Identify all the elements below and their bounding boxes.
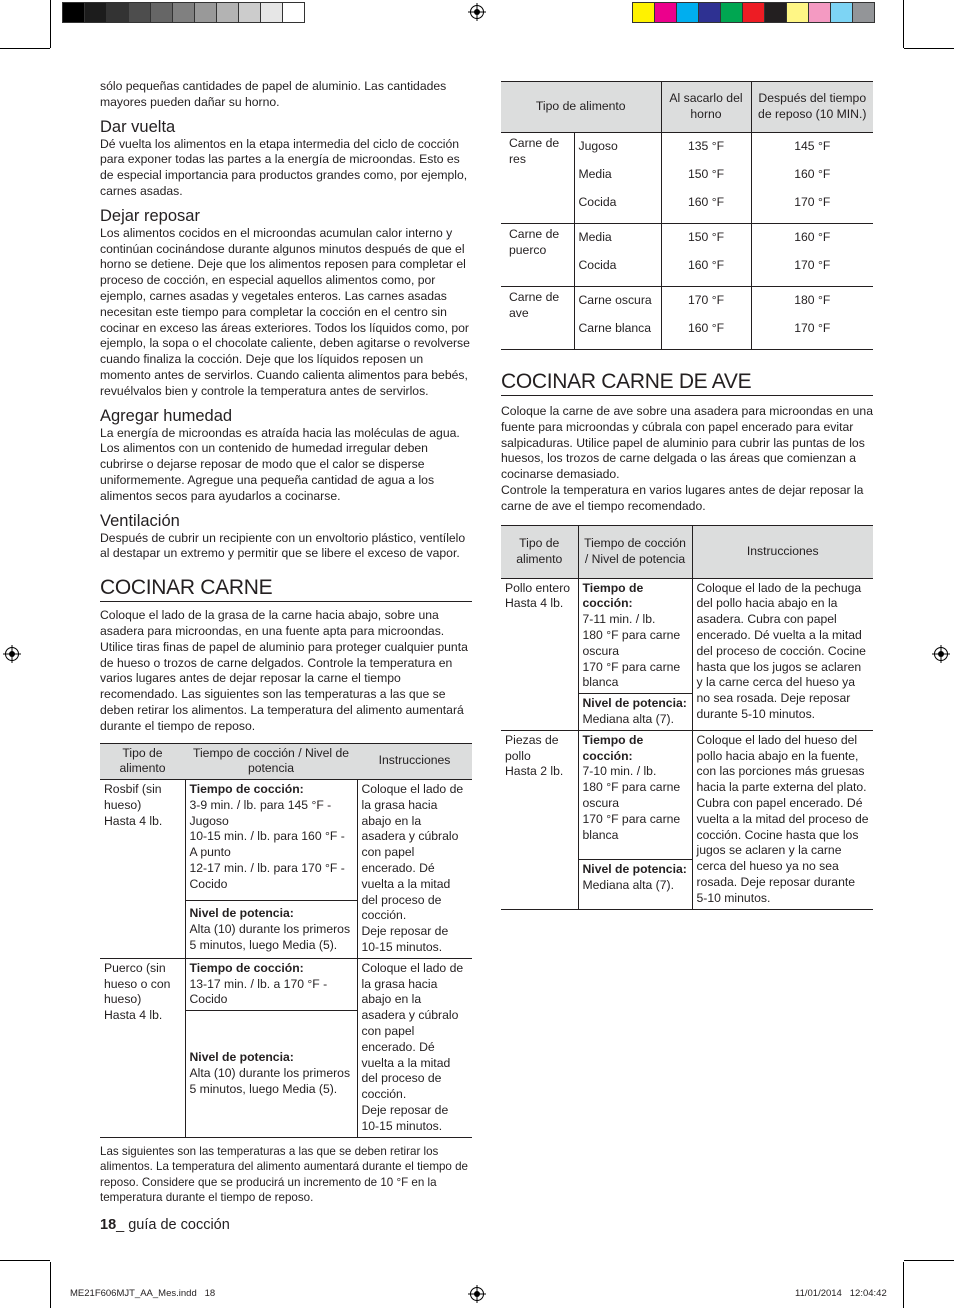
table-row bbox=[501, 730, 873, 859]
color-swatch bbox=[698, 2, 721, 23]
crop-mark bbox=[50, 0, 51, 48]
column-header: Instrucciones bbox=[692, 525, 873, 578]
time-cell bbox=[185, 958, 357, 1010]
color-swatch bbox=[742, 2, 765, 23]
cocinar-carne-text: Coloque el lado de la grasa de la carne hacia abajo, sobre una asadera para microondas, en una fuente apta para microondas. Utilice tiras finas de papel de aluminio para proteger cualquier punta de hueso o trozos de carne delgados. Controle la temperatura en varios lugares antes de dejar reposar la carne el tiempo recomendado. Las siguientes son las temperaturas a las que se deben retirar los alimentos. La temperatura del alimento aumentará durante el tiempo de reposo. bbox=[100, 608, 468, 733]
table-row bbox=[100, 780, 472, 901]
cocinar-ave-text: Coloque la carne de ave sobre una asadera para microondas en una fuente para microondas y cúbrala con papel encerado para evitar salpicaduras. Utilice papel de aluminio para cubrir las puntas de los huesos, los trozos de carne delgada o las áreas que comienzan a cocinarse demasiado. bbox=[501, 404, 873, 482]
color-swatch bbox=[128, 2, 151, 23]
color-swatch bbox=[830, 2, 853, 23]
grayscale-color-bar bbox=[63, 2, 305, 23]
final-temp-cell: 160 °F bbox=[751, 224, 873, 256]
removal-temp-cell: 160 °F bbox=[661, 255, 751, 287]
crop-mark bbox=[903, 1262, 904, 1308]
table-header-row bbox=[501, 525, 873, 578]
doneness-cell: Jugoso bbox=[574, 133, 661, 165]
doneness-cell: Media bbox=[574, 224, 661, 256]
doneness-cell: Cocida bbox=[574, 192, 661, 224]
heading-cocinar-carne-de-ave: COCINAR CARNE DE AVE bbox=[501, 370, 873, 396]
final-temp-cell: 170 °F bbox=[751, 318, 873, 350]
crop-mark bbox=[50, 1262, 51, 1308]
column-header: Después del tiempo de reposo (10 MIN.) bbox=[751, 82, 873, 133]
crop-mark bbox=[0, 1260, 50, 1261]
time-value: 7-10 min. / lb. 180 °F para carne oscura 170 °F para carne blanca bbox=[582, 764, 681, 842]
final-temp-cell: 145 °F bbox=[751, 133, 873, 165]
color-swatch bbox=[654, 2, 677, 23]
food-type-cell: Carne de puerco bbox=[501, 224, 574, 287]
meat-table-footnote: Las siguientes son las temperaturas a las que se deben retirar los alimentos. La temperatura del alimento aumentará durante el tiempo de reposo. Considere que se producirá un incremento de 10 °F en la temperatura durante el tiempo de reposo. bbox=[100, 1144, 468, 1205]
power-value: Mediana alta (7). bbox=[582, 877, 674, 892]
power-label: Nivel de potencia: bbox=[189, 905, 294, 920]
power-cell bbox=[185, 1011, 357, 1137]
time-label: Tiempo de cocción: bbox=[582, 732, 644, 763]
food-cell: Piezas de pollo Hasta 2 lb. bbox=[501, 730, 578, 909]
color-swatch bbox=[260, 2, 283, 23]
page-label: _ guía de cocción bbox=[116, 1217, 230, 1233]
time-cell bbox=[578, 730, 692, 859]
column-header: Instrucciones bbox=[357, 743, 472, 780]
crop-mark bbox=[0, 48, 50, 49]
color-swatch bbox=[676, 2, 699, 23]
final-temp-cell: 170 °F bbox=[751, 192, 873, 224]
instructions-cell: Coloque el lado de la grasa hacia abajo en la asadera y cúbralo con papel encerado. Dé vuelta a la mitad del proceso de cocción. Deje reposar de 10-15 minutos. bbox=[357, 958, 472, 1137]
food-cell: Puerco (sin hueso o con hueso) Hasta 4 lb. bbox=[100, 958, 185, 1137]
final-temp-cell: 160 °F bbox=[751, 164, 873, 192]
column-header: Tipo de alimento bbox=[501, 82, 661, 133]
section-title-agregar-humedad: Agregar humedad bbox=[100, 406, 233, 425]
intro-text: sólo pequeñas cantidades de papel de aluminio. Las cantidades mayores pueden dañar su horno. bbox=[100, 79, 447, 109]
color-swatch bbox=[106, 2, 129, 23]
power-value: Alta (10) durante los primeros 5 minutos, luego Media (5). bbox=[189, 1066, 351, 1096]
food-type-cell: Carne de res bbox=[501, 133, 574, 224]
power-value: Alta (10) durante los primeros 5 minutos, luego Media (5). bbox=[189, 921, 351, 952]
print-timestamp: 11/01/2014 12:04:42 bbox=[795, 1288, 887, 1299]
removal-temp-cell: 150 °F bbox=[661, 164, 751, 192]
time-label: Tiempo de cocción: bbox=[189, 782, 304, 797]
meat-cooking-table bbox=[100, 743, 472, 1138]
registration-mark-icon bbox=[468, 1285, 486, 1303]
table-header-row bbox=[100, 743, 472, 780]
section-text-dar-vuelta: Dé vuelta los alimentos en la etapa intermedia del ciclo de cocción para exponer todas las partes a la energía de microondas. Esto es de especial importancia para productos grandes como, por ejemplo, carnes asadas. bbox=[100, 136, 468, 198]
power-cell bbox=[578, 859, 692, 909]
power-value: Mediana alta (7). bbox=[582, 711, 674, 726]
color-swatch bbox=[84, 2, 107, 23]
color-swatch bbox=[238, 2, 261, 23]
crop-mark bbox=[903, 0, 904, 48]
time-label: Tiempo de cocción: bbox=[582, 580, 644, 611]
doneness-cell: Cocida bbox=[574, 255, 661, 287]
doneness-cell: Carne blanca bbox=[574, 318, 661, 350]
time-label: Tiempo de cocción: bbox=[189, 960, 304, 975]
power-label: Nivel de potencia: bbox=[582, 861, 687, 876]
instructions-cell: Coloque el lado de la grasa hacia abajo en la asadera y cúbralo con papel encerado. Dé vuelta a la mitad del proceso de cocción. Deje reposar de 10-15 minutos. bbox=[357, 780, 472, 959]
registration-mark-icon bbox=[932, 645, 950, 663]
instructions-cell: Coloque el lado del hueso del pollo hacia abajo en la fuente, con las porciones más gruesas hacia la parte externa del plato. Cubra con papel encerado. Dé vuelta a la mitad del proceso de cocción. Cocine hasta que los jugos se aclaren y la carne cerca del hueso ya no sea rosada. Deje reposar durante 5-10 minutos. bbox=[692, 730, 873, 909]
column-header: Tipo de alimento bbox=[501, 525, 578, 578]
instructions-cell: Coloque el lado de la pechuga del pollo hacia abajo en la asadera. Cubra con papel encerado. Dé vuelta a la mitad del proceso de cocción. Cocine hasta que los jugos se aclaren y la carne cerca del hueso ya no sea rosada. Deje reposar durante 5-10 minutos. bbox=[692, 578, 873, 730]
cmyk-color-bar bbox=[633, 2, 875, 23]
right-column bbox=[501, 81, 873, 910]
table-row bbox=[501, 133, 873, 165]
color-swatch bbox=[632, 2, 655, 23]
removal-temp-cell: 170 °F bbox=[661, 287, 751, 319]
registration-mark-icon bbox=[468, 3, 486, 21]
page-footer bbox=[100, 1217, 230, 1233]
section-text-dejar-reposar: Los alimentos cocidos en el microondas acumulan calor interno y continúan cocinándose durante algunos minutos después de que el horno se detiene. Deje que los alimentos reposen para completar el proceso de cocción, en especial aquellos alimentos como, por ejemplo, carnes asadas y vegetales enteros. Las carnes asadas necesitan este tiempo para completar la cocción en el centro sin cocinar en exceso las áreas exteriores. Todos los líquidos como, por ejemplo, la sopa o el chocolate caliente, deben agitarse o revolverse cuando finaliza la cocción. Deje que los líquidos reposen un momento antes de servirlos. Cuando calienta alimentos para bebés, revuélvalos bien y controle la temperatura antes de servirlos. bbox=[100, 225, 470, 398]
food-cell: Rosbif (sin hueso) Hasta 4 lb. bbox=[100, 780, 185, 959]
final-temp-cell: 180 °F bbox=[751, 287, 873, 319]
page-number: 18 bbox=[100, 1217, 117, 1233]
section-title-ventilacion: Ventilación bbox=[100, 511, 180, 530]
time-value: 7-11 min. / lb. 180 °F para carne oscura 170 °F para carne blanca bbox=[582, 612, 681, 690]
section-text-ventilacion: Después de cubrir un recipiente con un envoltorio plástico, ventílelo al destapar un extremo y permitir que se libere el exceso de vapor. bbox=[100, 530, 466, 561]
heading-cocinar-carne: COCINAR CARNE bbox=[100, 576, 472, 602]
table-row bbox=[501, 224, 873, 256]
food-cell: Pollo entero Hasta 4 lb. bbox=[501, 578, 578, 730]
color-swatch bbox=[764, 2, 787, 23]
time-cell bbox=[578, 578, 692, 694]
color-swatch bbox=[216, 2, 239, 23]
color-swatch bbox=[808, 2, 831, 23]
table-row bbox=[501, 578, 873, 694]
removal-temp-cell: 160 °F bbox=[661, 192, 751, 224]
temperature-table bbox=[501, 81, 873, 350]
color-swatch bbox=[62, 2, 85, 23]
removal-temp-cell: 150 °F bbox=[661, 224, 751, 256]
cocinar-ave-text-2: Controle la temperatura en varios lugares antes de dejar reposar la carne de ave el tiempo recomendado. bbox=[501, 482, 864, 513]
power-cell bbox=[578, 694, 692, 731]
section-text-agregar-humedad: La energía de microondas es atraída hacia las moléculas de agua. Los alimentos con un contenido de humedad irregular deben cubrirse o dejarse reposar de modo que el calor se disperse uniformemente. Agregue una pequeña cantidad de agua a los alimentos secos para ayudarlos a cocinarse. bbox=[100, 425, 460, 503]
color-swatch bbox=[194, 2, 217, 23]
column-header: Al sacarlo del horno bbox=[661, 82, 751, 133]
column-header: Tiempo de cocción / Nivel de potencia bbox=[185, 743, 357, 780]
column-header: Tiempo de cocción / Nivel de potencia bbox=[578, 525, 692, 578]
color-swatch bbox=[172, 2, 195, 23]
time-value: 3-9 min. / lb. para 145 °F - Jugoso 10-15 min. / lb. para 160 °F - A punto 12-17 min. / lb. para 170 °F - Cocido bbox=[189, 797, 345, 891]
left-column bbox=[100, 79, 472, 1206]
removal-temp-cell: 160 °F bbox=[661, 318, 751, 350]
power-label: Nivel de potencia: bbox=[189, 1050, 294, 1065]
color-swatch bbox=[282, 2, 305, 23]
section-title-dejar-reposar: Dejar reposar bbox=[100, 206, 200, 225]
crop-mark bbox=[904, 48, 954, 49]
power-cell bbox=[185, 900, 357, 958]
color-swatch bbox=[852, 2, 875, 23]
file-name: ME21F606MJT_AA_Mes.indd 18 bbox=[70, 1288, 216, 1299]
color-swatch bbox=[786, 2, 809, 23]
poultry-cooking-table bbox=[501, 525, 873, 910]
doneness-cell: Media bbox=[574, 164, 661, 192]
color-swatch bbox=[150, 2, 173, 23]
section-title-dar-vuelta: Dar vuelta bbox=[100, 117, 176, 136]
doneness-cell: Carne oscura bbox=[574, 287, 661, 319]
time-value: 13-17 min. / lb. a 170 °F - Cocido bbox=[189, 976, 328, 1007]
color-swatch bbox=[720, 2, 743, 23]
removal-temp-cell: 135 °F bbox=[661, 133, 751, 165]
table-row bbox=[100, 958, 472, 1010]
power-label: Nivel de potencia: bbox=[582, 696, 687, 711]
column-header: Tipo de alimento bbox=[100, 743, 185, 780]
table-row bbox=[501, 287, 873, 319]
crop-mark bbox=[904, 1260, 954, 1261]
final-temp-cell: 170 °F bbox=[751, 255, 873, 287]
time-cell bbox=[185, 780, 357, 901]
registration-mark-icon bbox=[3, 645, 21, 663]
food-type-cell: Carne de ave bbox=[501, 287, 574, 350]
table-header-row bbox=[501, 82, 873, 133]
